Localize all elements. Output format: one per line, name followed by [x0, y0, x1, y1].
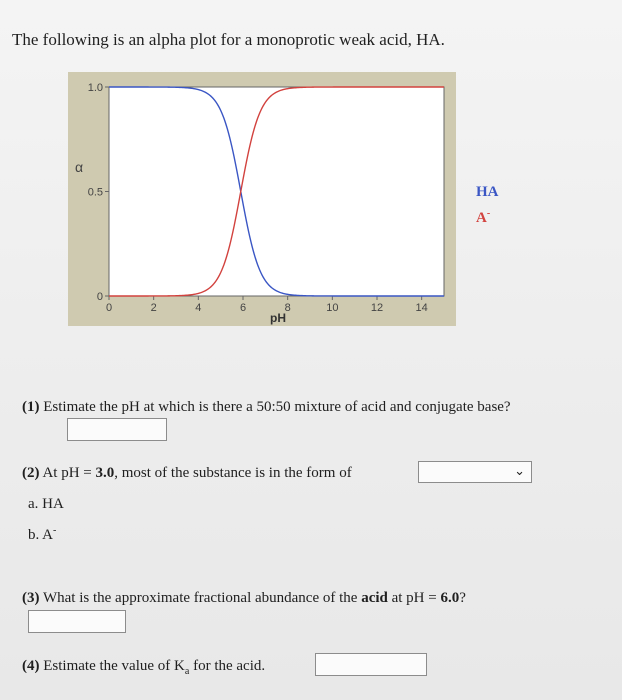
question-3: (3) What is the approximate fractional abundance of the acid at pH = 6.0? [22, 590, 466, 606]
x-tick-label-2: 2 [150, 302, 157, 314]
question-1: (1) Estimate the pH at which is there a 50:50 mixture of acid and conjugate base? [22, 399, 511, 415]
legend-a-minus: A- [476, 208, 491, 226]
q3-answer-input[interactable] [28, 610, 126, 633]
q1-answer-input[interactable] [67, 418, 167, 441]
y-tick-label-0: 0 [96, 291, 103, 303]
question-4: (4) Estimate the value of $K_a$ for the acid. [22, 658, 266, 677]
plot-area [109, 87, 444, 296]
q4-answer-input[interactable] [315, 653, 427, 676]
x-tick-label-8: 8 [284, 302, 291, 314]
x-tick-label-4: 4 [195, 302, 202, 314]
q2-option-a: a. HA [28, 496, 64, 512]
q2-form-select[interactable] [418, 461, 532, 483]
alpha-plot-panel [68, 72, 456, 326]
q2-option-b: b. A- [28, 525, 57, 543]
x-tick-label-14: 14 [415, 302, 428, 314]
y-tick-label-0.5: 0.5 [87, 186, 103, 199]
y-axis-label: α [75, 159, 84, 175]
x-tick-label-10: 10 [326, 302, 339, 314]
x-axis-label: pH [270, 311, 286, 325]
x-tick-label-12: 12 [370, 302, 384, 314]
legend-ha: HA [476, 184, 499, 200]
intro-text: The following is an alpha plot for a monoprotic weak acid, HA. [12, 30, 445, 49]
x-tick-label-6: 6 [239, 302, 247, 314]
chevron-down-icon: ⌄ [514, 464, 525, 479]
question-2: (2) At pH = 3.0, most of the substance is in the form of [22, 465, 352, 481]
y-tick-label-1.0: 1.0 [87, 82, 103, 94]
alpha-plot [68, 72, 456, 326]
x-tick-label-0: 0 [105, 302, 113, 314]
